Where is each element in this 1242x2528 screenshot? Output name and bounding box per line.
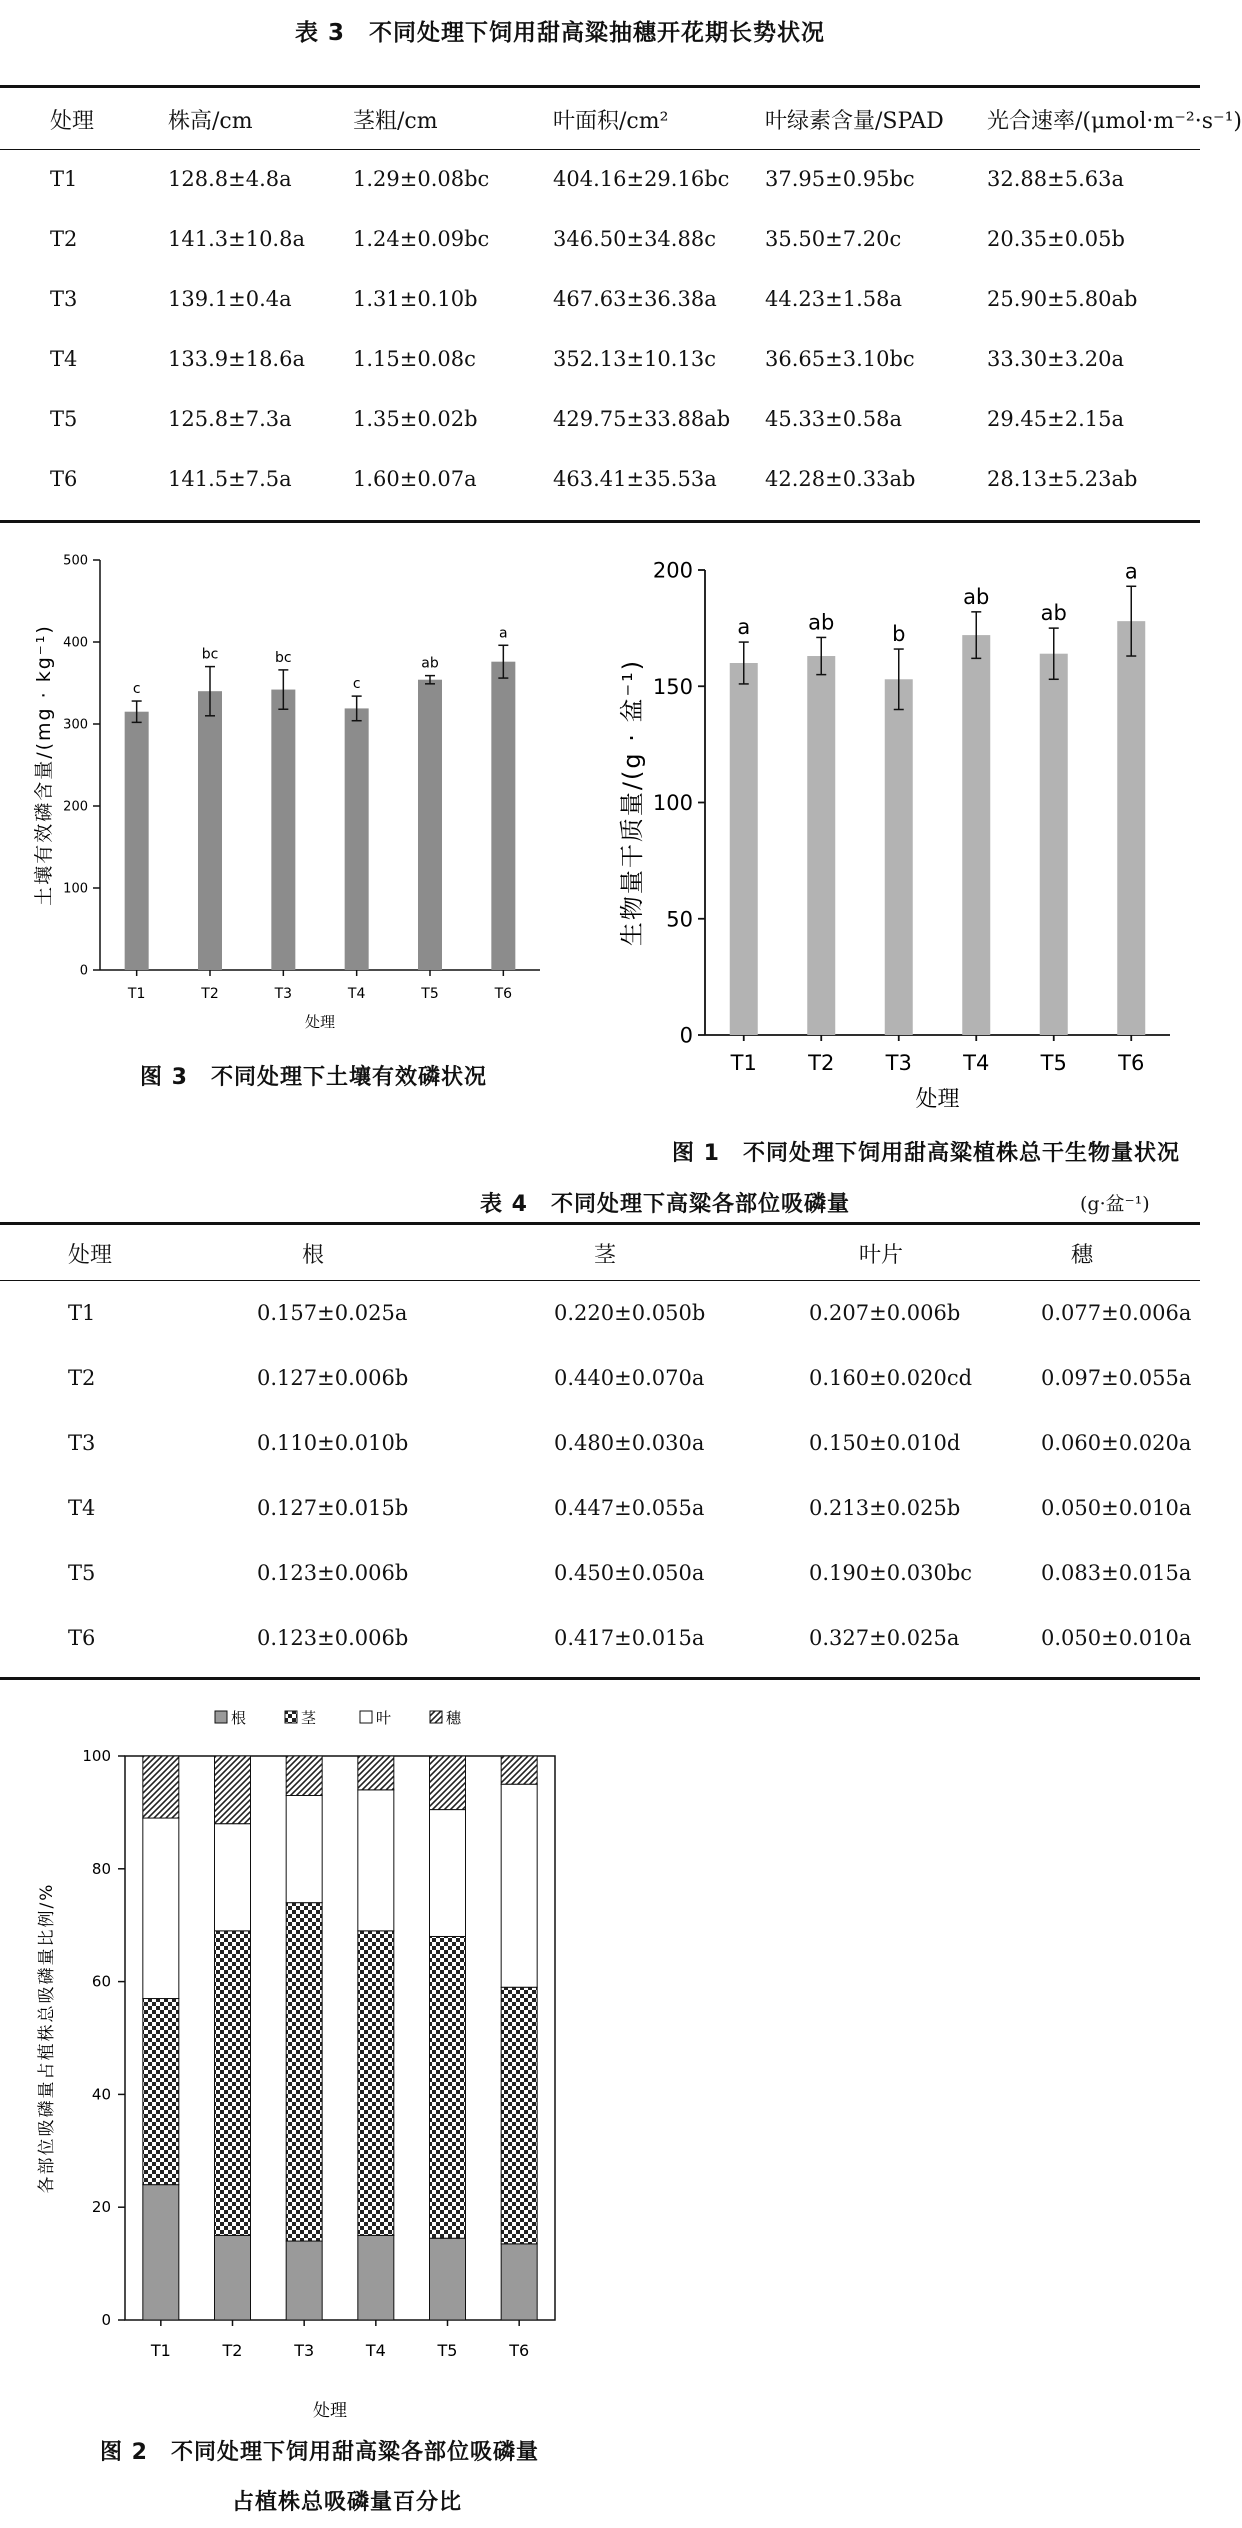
- table3: [0, 90, 1242, 509]
- stacked-bar-segment: [286, 1903, 322, 2241]
- y-tick-label: 80: [91, 1859, 111, 1878]
- stacked-bar-segment: [430, 1936, 466, 2238]
- y-tick-label: 20: [91, 2198, 111, 2217]
- bar: [198, 691, 222, 970]
- y-axis-label: 生物量干质量/(g · 盆⁻¹): [618, 658, 646, 947]
- table3-cell: 141.3±10.8a: [168, 227, 305, 251]
- y-tick-label: 50: [666, 907, 693, 932]
- stacked-bar-segment: [143, 1999, 179, 2185]
- table4-cell: 0.157±0.025a: [257, 1300, 408, 1325]
- legend-label: 穗: [446, 1709, 462, 1727]
- stacked-bar-segment: [358, 1931, 394, 2236]
- significance-letter: a: [737, 615, 751, 640]
- significance-letter: bc: [275, 649, 292, 666]
- table3-cell: 25.90±5.80ab: [987, 287, 1138, 311]
- x-tick-label: T5: [437, 2341, 458, 2360]
- table3-cell: 141.5±7.5a: [168, 467, 292, 491]
- table3-cell: 128.8±4.8a: [168, 167, 292, 191]
- table4-row: [0, 1345, 1200, 1410]
- stacked-bar-segment: [143, 1756, 179, 1818]
- table4-cell: 0.207±0.006b: [809, 1300, 961, 1325]
- table3-cell: 346.50±34.88c: [553, 227, 716, 251]
- legend-swatch: [285, 1711, 297, 1723]
- table3-caption: 表 3 不同处理下饲用甜高粱抽穗开花期长势状况: [295, 20, 826, 46]
- table3-cell: 1.24±0.09bc: [353, 227, 490, 251]
- table4-header-cell: 穗: [1071, 1242, 1094, 1268]
- table4-cell: 0.060±0.020a: [1041, 1430, 1192, 1455]
- stacked-bar-segment: [143, 1818, 179, 1998]
- table3-header-row: [0, 90, 1200, 149]
- y-tick-label: 200: [652, 558, 693, 583]
- stacked-bar-segment: [286, 1756, 322, 1795]
- x-tick-label: T6: [1118, 1051, 1145, 1075]
- significance-letter: ab: [1040, 601, 1067, 626]
- table3-cell: T2: [50, 227, 78, 251]
- plot-frame: [125, 1756, 555, 2320]
- table4-cell: T6: [68, 1625, 96, 1650]
- x-axis-label: 处理: [313, 2401, 347, 2421]
- significance-letter: a: [499, 625, 508, 642]
- table3-cell: T5: [50, 407, 78, 431]
- y-tick-label: 0: [79, 963, 88, 979]
- y-tick-label: 40: [91, 2085, 111, 2104]
- fig3-caption: 图 3 不同处理下土壤有效磷状况: [140, 1065, 487, 1090]
- y-tick-label: 100: [63, 881, 88, 897]
- y-tick-label: 500: [63, 553, 88, 569]
- stacked-bar-segment: [286, 1795, 322, 1902]
- table4-cell: T4: [68, 1495, 96, 1520]
- stacked-bar-segment: [430, 1810, 466, 1937]
- table3-cell: 36.65±3.10bc: [765, 347, 915, 371]
- table4-row: [0, 1540, 1200, 1605]
- fig2-caption-line1: 图 2 不同处理下饲用甜高粱各部位吸磷量: [100, 2440, 539, 2465]
- table3-cell: 125.8±7.3a: [168, 407, 292, 431]
- table3-header-cell: 叶面积/cm²: [553, 109, 669, 134]
- stacked-bar-segment: [215, 1931, 251, 2236]
- table4-cell: 0.327±0.025a: [809, 1625, 960, 1650]
- y-tick-label: 0: [679, 1023, 693, 1048]
- table4-header-cell: 茎: [594, 1242, 617, 1268]
- table3-cell: 463.41±35.53a: [553, 467, 717, 491]
- table4-cell: 0.083±0.015a: [1041, 1560, 1192, 1585]
- table3-cell: 35.50±7.20c: [765, 227, 902, 251]
- legend-swatch: [215, 1711, 227, 1723]
- stacked-bar-segment: [143, 2185, 179, 2320]
- x-tick-label: T2: [808, 1051, 835, 1075]
- table3-cell: 1.15±0.08c: [353, 347, 476, 371]
- stacked-bar-segment: [501, 1756, 537, 1784]
- bar: [1040, 654, 1068, 1035]
- table4-cell: 0.220±0.050b: [554, 1300, 706, 1325]
- significance-letter: c: [352, 676, 361, 693]
- x-axis-label: 处理: [915, 1087, 960, 1112]
- x-tick-label: T6: [494, 986, 513, 1002]
- x-tick-label: T3: [274, 986, 293, 1002]
- significance-letter: ab: [963, 584, 990, 609]
- table3-header-cell: 株高/cm: [168, 109, 253, 134]
- table4-cell: 0.050±0.010a: [1041, 1495, 1192, 1520]
- table4-cell: 0.440±0.070a: [554, 1365, 705, 1390]
- table3-cell: 352.13±10.13c: [553, 347, 716, 371]
- significance-letter: a: [1124, 559, 1138, 584]
- table4-cell: 0.110±0.010b: [257, 1430, 409, 1455]
- table4-top-rule: [0, 1222, 1200, 1225]
- table4-row: [0, 1410, 1200, 1475]
- table4-row: [0, 1605, 1200, 1670]
- bar: [885, 679, 913, 1035]
- legend-swatch: [360, 1711, 372, 1723]
- x-tick-label: T1: [730, 1051, 757, 1075]
- table4-cell: 0.480±0.030a: [554, 1430, 705, 1455]
- y-axis-label: 土壤有效磷含量/(mg · kg⁻¹): [33, 624, 55, 906]
- table4-cell: 0.447±0.055a: [554, 1495, 705, 1520]
- x-tick-label: T2: [201, 986, 219, 1002]
- table3-cell: T3: [50, 287, 78, 311]
- stacked-bar-segment: [501, 2244, 537, 2320]
- table4-row: [0, 1475, 1200, 1540]
- table3-cell: 29.45±2.15a: [987, 407, 1124, 431]
- table4-cell: 0.213±0.025b: [809, 1495, 961, 1520]
- y-tick-label: 200: [63, 799, 88, 815]
- table3-top-rule: [0, 85, 1200, 88]
- stacked-bar-segment: [501, 1987, 537, 2244]
- table3-header-cell: 茎粗/cm: [353, 109, 438, 134]
- stacked-bar-segment: [215, 2235, 251, 2320]
- table3-cell: 20.35±0.05b: [987, 227, 1125, 251]
- table4-unit: (g·盆⁻¹): [1080, 1193, 1150, 1215]
- stacked-bar-segment: [215, 1756, 251, 1824]
- table3-cell: T6: [50, 467, 78, 491]
- y-axis-label: 各部位吸磷量占植株总吸磷量比例/%: [37, 1882, 57, 2194]
- significance-letter: c: [132, 681, 141, 698]
- table4-cell: 0.160±0.020cd: [809, 1365, 973, 1390]
- table4-header-cell: 根: [302, 1242, 325, 1268]
- table3-row: [0, 329, 1200, 389]
- table3-row: [0, 209, 1200, 269]
- y-tick-label: 0: [101, 2311, 111, 2329]
- table3-cell: 1.60±0.07a: [353, 467, 477, 491]
- x-tick-label: T4: [963, 1051, 990, 1075]
- y-tick-label: 150: [652, 674, 693, 699]
- stacked-bar-segment: [501, 1784, 537, 1987]
- table3-cell: T4: [50, 347, 78, 371]
- table3-header-cell: 光合速率/(μmol·m⁻²·s⁻¹): [987, 109, 1242, 134]
- table4-cell: T1: [68, 1300, 96, 1325]
- table4-cell: 0.123±0.006b: [257, 1560, 409, 1585]
- bar: [730, 663, 758, 1035]
- x-tick-label: T4: [365, 2341, 386, 2360]
- x-tick-label: T1: [127, 986, 146, 1002]
- table4-header-cell: 叶片: [859, 1242, 904, 1268]
- table4-cell: 0.450±0.050a: [554, 1560, 705, 1585]
- table4-header-cell: 处理: [68, 1242, 113, 1268]
- table4-cell: 0.127±0.006b: [257, 1365, 409, 1390]
- table3-cell: 32.88±5.63a: [987, 167, 1124, 191]
- stacked-bar-segment: [286, 2241, 322, 2320]
- bar: [962, 635, 990, 1035]
- table4-cell: T5: [68, 1560, 96, 1585]
- stacked-bar-segment: [358, 1756, 394, 1790]
- table4-bottom-rule: [0, 1677, 1200, 1680]
- table3-cell: 139.1±0.4a: [168, 287, 292, 311]
- y-tick-label: 100: [82, 1747, 111, 1765]
- stacked-bar-segment: [215, 1824, 251, 1931]
- y-tick-label: 300: [63, 717, 88, 733]
- bar: [125, 712, 149, 970]
- x-tick-label: T5: [1040, 1051, 1067, 1075]
- legend-swatch: [430, 1711, 442, 1723]
- table4-row: [0, 1280, 1200, 1345]
- table3-cell: 429.75±33.88ab: [553, 407, 731, 431]
- fig1-chart: [610, 530, 1200, 1130]
- stacked-bar-segment: [430, 1756, 466, 1810]
- table4-caption: 表 4 不同处理下高粱各部位吸磷量: [480, 1192, 850, 1217]
- x-tick-label: T3: [294, 2341, 315, 2360]
- y-tick-label: 100: [652, 791, 693, 816]
- significance-letter: bc: [201, 646, 219, 663]
- table3-row: [0, 389, 1200, 449]
- x-tick-label: T2: [222, 2341, 243, 2360]
- fig1-caption: 图 1 不同处理下饲用甜高粱植株总干生物量状况: [672, 1141, 1180, 1166]
- x-axis-label: 处理: [304, 1013, 336, 1031]
- table3-cell: 467.63±36.38a: [553, 287, 717, 311]
- fig2-chart: [0, 1690, 620, 2430]
- stacked-bar-segment: [358, 1790, 394, 1931]
- table3-cell: 133.9±18.6a: [168, 347, 305, 371]
- legend-label: 叶: [376, 1709, 392, 1727]
- table3-row: [0, 269, 1200, 329]
- significance-letter: ab: [421, 655, 439, 672]
- table3-header-cell: 处理: [50, 109, 95, 134]
- bar: [418, 680, 442, 970]
- bar: [271, 690, 295, 970]
- table3-cell: 1.31±0.10b: [353, 287, 478, 311]
- table4: [0, 1226, 1200, 1670]
- table3-row: [0, 149, 1200, 209]
- table4-cell: 0.077±0.006a: [1041, 1300, 1192, 1325]
- fig3-chart: [0, 530, 600, 1050]
- table3-cell: 44.23±1.58a: [765, 287, 902, 311]
- table3-cell: 1.29±0.08bc: [353, 167, 490, 191]
- y-tick-label: 400: [63, 635, 88, 651]
- table4-cell: 0.150±0.010d: [809, 1430, 961, 1455]
- table3-cell: 42.28±0.33ab: [765, 467, 916, 491]
- table3-bottom-rule: [0, 520, 1200, 523]
- table3-cell: 1.35±0.02b: [353, 407, 478, 431]
- significance-letter: ab: [808, 610, 835, 635]
- x-tick-label: T4: [347, 986, 366, 1002]
- table4-header-row: [0, 1226, 1200, 1280]
- table3-header-cell: 叶绿素含量/SPAD: [765, 109, 944, 134]
- x-tick-label: T5: [421, 986, 439, 1002]
- table4-cell: 0.050±0.010a: [1041, 1625, 1192, 1650]
- bar: [1117, 621, 1145, 1035]
- legend-label: 茎: [301, 1709, 317, 1727]
- table4-cell: 0.127±0.015b: [257, 1495, 409, 1520]
- x-tick-label: T6: [509, 2341, 530, 2360]
- table3-cell: 37.95±0.95bc: [765, 167, 915, 191]
- table3-row: [0, 449, 1200, 509]
- stacked-bar-segment: [358, 2235, 394, 2320]
- y-tick-label: 60: [91, 1972, 111, 1991]
- table3-cell: 404.16±29.16bc: [553, 167, 730, 191]
- legend-label: 根: [231, 1709, 247, 1727]
- table3-cell: 28.13±5.23ab: [987, 467, 1138, 491]
- table4-cell: T2: [68, 1365, 96, 1390]
- bar: [345, 708, 369, 970]
- bar: [491, 662, 515, 970]
- table4-cell: 0.123±0.006b: [257, 1625, 409, 1650]
- table3-cell: T1: [50, 167, 78, 191]
- table4-cell: 0.417±0.015a: [554, 1625, 705, 1650]
- x-tick-label: T3: [885, 1051, 912, 1075]
- table4-cell: T3: [68, 1430, 96, 1455]
- fig2-caption-line2: 占植株总吸磷量百分比: [232, 2490, 463, 2515]
- significance-letter: b: [892, 622, 906, 647]
- table3-cell: 45.33±0.58a: [765, 407, 902, 431]
- table3-cell: 33.30±3.20a: [987, 347, 1124, 371]
- table4-cell: 0.097±0.055a: [1041, 1365, 1192, 1390]
- x-tick-label: T1: [150, 2341, 171, 2360]
- bar: [807, 656, 835, 1035]
- stacked-bar-segment: [430, 2238, 466, 2320]
- table4-cell: 0.190±0.030bc: [809, 1560, 973, 1585]
